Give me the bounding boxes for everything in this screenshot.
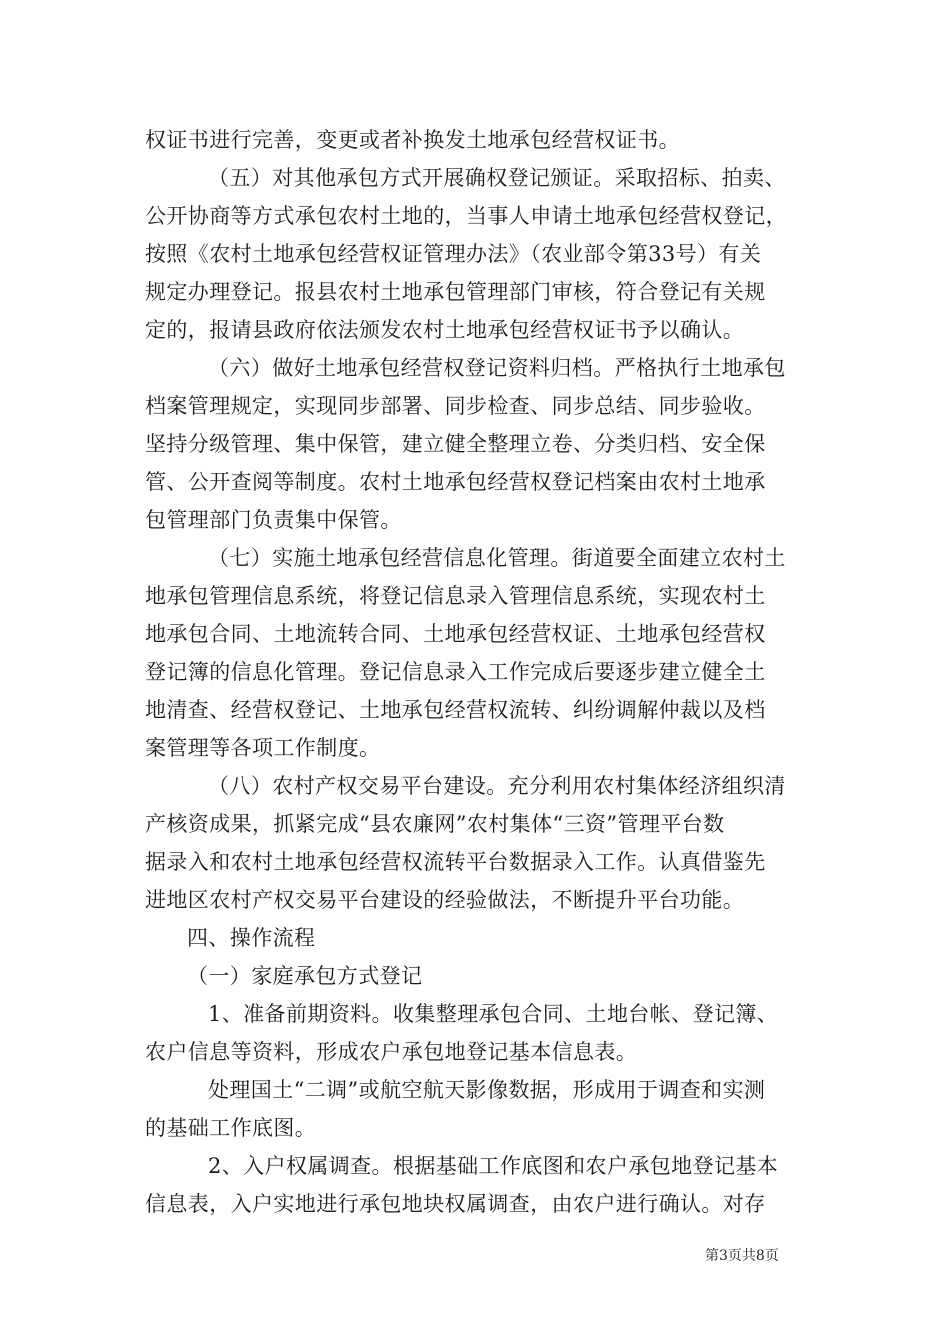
text-line: 公开协商等方式承包农村土地的，当事人申请土地承包经营权登记，: [145, 204, 787, 228]
text-line: 包管理部门负责集中保管。: [145, 508, 402, 532]
text-line: 的基础工作底图。: [145, 1116, 317, 1140]
text-line: 2、入户权属调查。根据基础工作底图和农户承包地登记基本: [208, 1154, 779, 1178]
subsection-heading: （一）家庭承包方式登记: [187, 964, 423, 988]
text-line: （八）农村产权交易平台建设。充分利用农村集体经济组织清: [208, 774, 786, 798]
text-line: 1、准备前期资料。收集整理承包合同、土地台帐、登记簿、: [208, 1002, 779, 1026]
text-line: 处理国土“二调”或航空航天影像数据，形成用于调查和实测: [208, 1078, 766, 1102]
page-number: 第3页共8页: [705, 1248, 779, 1264]
text-line: 登记簿的信息化管理。登记信息录入工作完成后要逐步建立健全土: [145, 660, 766, 684]
text-line: 管、公开查阅等制度。农村土地承包经营权登记档案由农村土地承: [145, 470, 766, 494]
text-line: 按照《农村土地承包经营权证管理办法》（农业部令第33号）有关: [145, 242, 762, 266]
text-line: （六）做好土地承包经营权登记资料归档。严格执行土地承包: [208, 356, 786, 380]
text-line: 定的，报请县政府依法颁发农村土地承包经营权证书予以确认。: [145, 318, 745, 342]
text-line: 规定办理登记。报县农村土地承包管理部门审核，符合登记有关规: [145, 280, 766, 304]
text-line: 案管理等各项工作制度。: [145, 736, 381, 760]
text-line: 地承包管理信息系统，将登记信息录入管理信息系统，实现农村土: [145, 584, 766, 608]
text-line: 地承包合同、土地流转合同、土地承包经营权证、土地承包经营权: [145, 622, 766, 646]
section-heading: 四、操作流程: [187, 926, 316, 950]
text-line: 坚持分级管理、集中保管，建立健全整理立卷、分类归档、安全保: [145, 432, 766, 456]
text-line: 进地区农村产权交易平台建设的经验做法，不断提升平台功能。: [145, 888, 745, 912]
text-line: 农户信息等资料，形成农户承包地登记基本信息表。: [145, 1040, 638, 1064]
text-line: 档案管理规定，实现同步部署、同步检查、同步总结、同步验收。: [145, 394, 766, 418]
text-line: 据录入和农村土地承包经营权流转平台数据录入工作。认真借鉴先: [145, 850, 766, 874]
text-line: （五）对其他承包方式开展确权登记颁证。采取招标、拍卖、: [208, 166, 786, 190]
text-line: 产核资成果，抓紧完成“县农廉网”农村集体“三资”管理平台数: [145, 812, 725, 836]
text-line: （七）实施土地承包经营信息化管理。街道要全面建立农村土: [208, 546, 786, 570]
text-line: 地清查、经营权登记、土地承包经营权流转、纠纷调解仲裁以及档: [145, 698, 766, 722]
text-line: 权证书进行完善，变更或者补换发土地承包经营权证书。: [145, 128, 680, 152]
text-line: 信息表，入户实地进行承包地块权属调查，由农户进行确认。对存: [145, 1192, 766, 1216]
